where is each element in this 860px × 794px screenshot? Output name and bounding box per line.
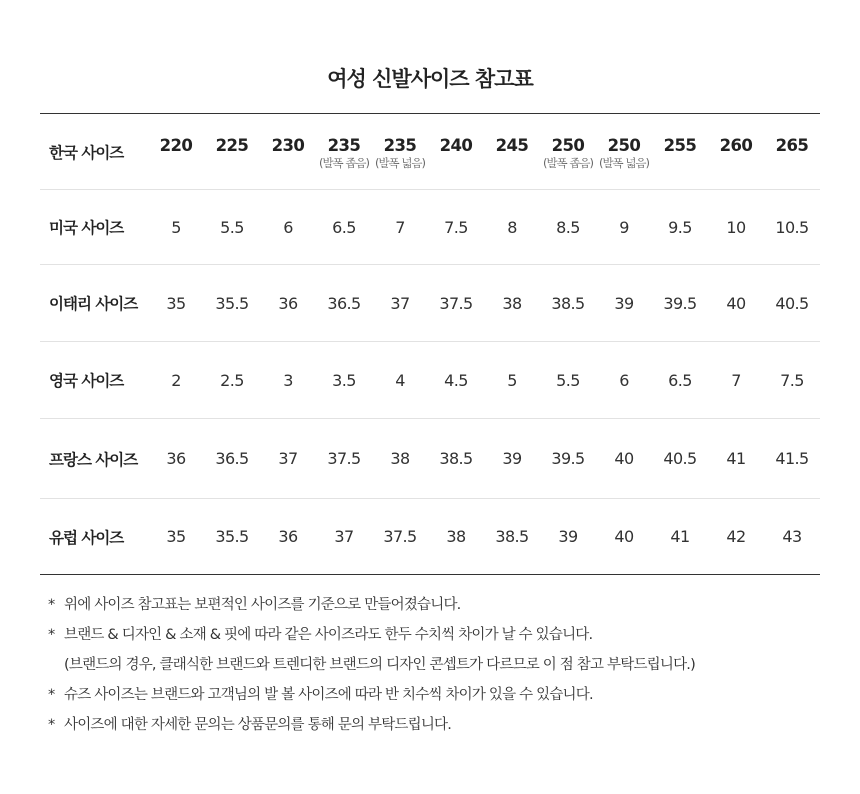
- korean-size-value: 230: [271, 136, 305, 155]
- korean-size-value: 240: [439, 136, 473, 155]
- size-cell: 6: [283, 217, 293, 237]
- size-cell: 38.5: [495, 527, 529, 546]
- size-cell: 5.5: [220, 217, 244, 237]
- size-cell: 38.5: [439, 449, 473, 468]
- note-item: [48, 710, 828, 740]
- row-label: 이태리 사이즈: [49, 295, 138, 313]
- asterisk-icon: *: [48, 687, 55, 703]
- size-cell: 8.5: [556, 217, 580, 237]
- korean-size-value: 260: [719, 136, 753, 155]
- korean-size-value: 235: [327, 136, 361, 155]
- size-cell: 41: [670, 527, 690, 546]
- korean-size-value: 255: [663, 136, 697, 155]
- size-cell: 6.5: [668, 370, 692, 390]
- header-cell: [764, 132, 820, 171]
- size-cell: 6.5: [332, 217, 356, 237]
- size-cell: 5.5: [556, 370, 580, 390]
- korean-size-value: 265: [775, 136, 809, 155]
- asterisk-icon: *: [48, 597, 55, 613]
- header-cell: [540, 132, 596, 171]
- size-cell: 41: [726, 449, 746, 468]
- size-table: [40, 113, 820, 575]
- row-label: 프랑스 사이즈: [49, 450, 138, 469]
- size-cell: 8: [507, 217, 517, 237]
- size-cell: 35.5: [215, 527, 249, 546]
- size-cell: 10.5: [775, 217, 809, 237]
- korean-size-value: 225: [215, 136, 249, 155]
- size-cell: 37: [278, 449, 298, 468]
- size-cell: 2.5: [220, 370, 244, 390]
- page-title: 여성 신발사이즈 참고표: [327, 67, 533, 91]
- size-cell: 40: [614, 527, 634, 546]
- width-note: (발폭 좁음): [318, 156, 370, 170]
- size-cell: 7: [731, 370, 741, 390]
- size-cell: 37: [334, 527, 354, 546]
- size-cell: 38: [390, 449, 410, 468]
- korean-size-value: 220: [159, 136, 193, 155]
- size-cell: 4.5: [444, 370, 468, 390]
- header-cell: [708, 132, 764, 171]
- size-cell: 9: [619, 217, 629, 237]
- header-cell: [204, 132, 260, 171]
- size-cell: 38.5: [551, 293, 585, 313]
- header-cell: [428, 132, 484, 171]
- size-cell: 36: [278, 527, 298, 546]
- size-cell: 43: [782, 527, 802, 546]
- row-cells: [148, 527, 820, 546]
- header-cell: [372, 132, 428, 171]
- size-cell: 37.5: [439, 293, 473, 313]
- size-cell: 38: [446, 527, 466, 546]
- size-cell: 36: [166, 449, 186, 468]
- header-cell: [148, 132, 204, 171]
- size-cell: 7: [395, 217, 405, 237]
- row-cells: [148, 371, 820, 390]
- table-row: [40, 499, 820, 574]
- width-note: (발폭 좁음): [542, 156, 594, 170]
- header-cell: [652, 132, 708, 171]
- header-cell: [260, 132, 316, 171]
- note-text: 위에 사이즈 참고표는 보편적인 사이즈를 기준으로 만들어졌습니다.: [64, 597, 461, 613]
- row-cells: [148, 218, 820, 237]
- size-cell: 39: [614, 293, 634, 313]
- korean-size-value: 235: [383, 136, 417, 155]
- size-cell: 36.5: [327, 293, 361, 313]
- asterisk-icon: *: [48, 717, 55, 733]
- table-row: [40, 265, 820, 342]
- note-text: 슈즈 사이즈는 브랜드와 고객님의 발 볼 사이즈에 따라 반 치수씩 차이가 있을 수 있습니다.: [64, 687, 593, 703]
- size-cell: 39.5: [551, 449, 585, 468]
- size-cell: 36.5: [215, 449, 249, 468]
- size-cell: 41.5: [775, 449, 809, 468]
- size-cell: 37: [390, 293, 410, 313]
- size-cell: 35.5: [215, 293, 249, 313]
- size-cell: 5: [507, 370, 517, 390]
- row-label: 미국 사이즈: [49, 219, 124, 237]
- asterisk-icon: *: [48, 627, 55, 643]
- note-item: [48, 680, 828, 710]
- korean-size-value: 250: [551, 136, 585, 155]
- size-cell: 36: [278, 293, 298, 313]
- size-cell: 39: [502, 449, 522, 468]
- size-cell: 40.5: [775, 293, 809, 313]
- size-cell: 2: [171, 370, 181, 390]
- size-cell: 5: [171, 217, 181, 237]
- size-cell: 4: [395, 370, 405, 390]
- size-cell: 42: [726, 527, 746, 546]
- header-cell: [316, 132, 372, 171]
- size-cell: 39: [558, 527, 578, 546]
- note-item: [48, 620, 828, 650]
- table-header-row: [40, 114, 820, 190]
- width-note: (발폭 넓음): [374, 156, 426, 170]
- row-cells: [148, 449, 820, 468]
- note-item: [48, 590, 828, 620]
- header-cell: [596, 132, 652, 171]
- size-cell: 40: [726, 293, 746, 313]
- width-note: (발폭 넓음): [598, 156, 650, 170]
- size-cell: 35: [166, 527, 186, 546]
- korean-size-value: 250: [607, 136, 641, 155]
- header-cells: [148, 132, 820, 171]
- row-label: 유럽 사이즈: [49, 528, 124, 547]
- note-text: 브랜드 & 디자인 & 소재 & 핏에 따라 같은 사이즈라도 한두 수치씩 차이가 날 수 있습니다.: [64, 627, 593, 643]
- size-cell: 37.5: [383, 527, 417, 546]
- row-label: 영국 사이즈: [49, 372, 124, 390]
- table-row: [40, 342, 820, 419]
- size-cell: 6: [619, 370, 629, 390]
- row-label: 한국 사이즈: [49, 143, 124, 162]
- korean-size-value: 245: [495, 136, 529, 155]
- size-notes: [48, 590, 828, 740]
- table-row: [40, 419, 820, 499]
- note-text: 사이즈에 대한 자세한 문의는 상품문의를 통해 문의 부탁드립니다.: [64, 717, 452, 733]
- size-cell: 40.5: [663, 449, 697, 468]
- note-text: (브랜드의 경우, 클래식한 브랜드와 트렌디한 브랜드의 디자인 콘셉트가 다르므로 이 점 참고 부탁드립니다.): [64, 657, 695, 673]
- row-cells: [148, 294, 820, 313]
- size-cell: 3.5: [332, 370, 356, 390]
- size-cell: 3: [283, 370, 293, 390]
- header-cell: [484, 132, 540, 171]
- size-cell: 38: [502, 293, 522, 313]
- size-cell: 40: [614, 449, 634, 468]
- size-cell: 37.5: [327, 449, 361, 468]
- size-cell: 39.5: [663, 293, 697, 313]
- size-cell: 7.5: [780, 370, 804, 390]
- note-item-continued: [48, 650, 828, 680]
- size-cell: 7.5: [444, 217, 468, 237]
- table-row: [40, 190, 820, 265]
- size-cell: 10: [726, 217, 746, 237]
- size-cell: 9.5: [668, 217, 692, 237]
- size-cell: 35: [166, 293, 186, 313]
